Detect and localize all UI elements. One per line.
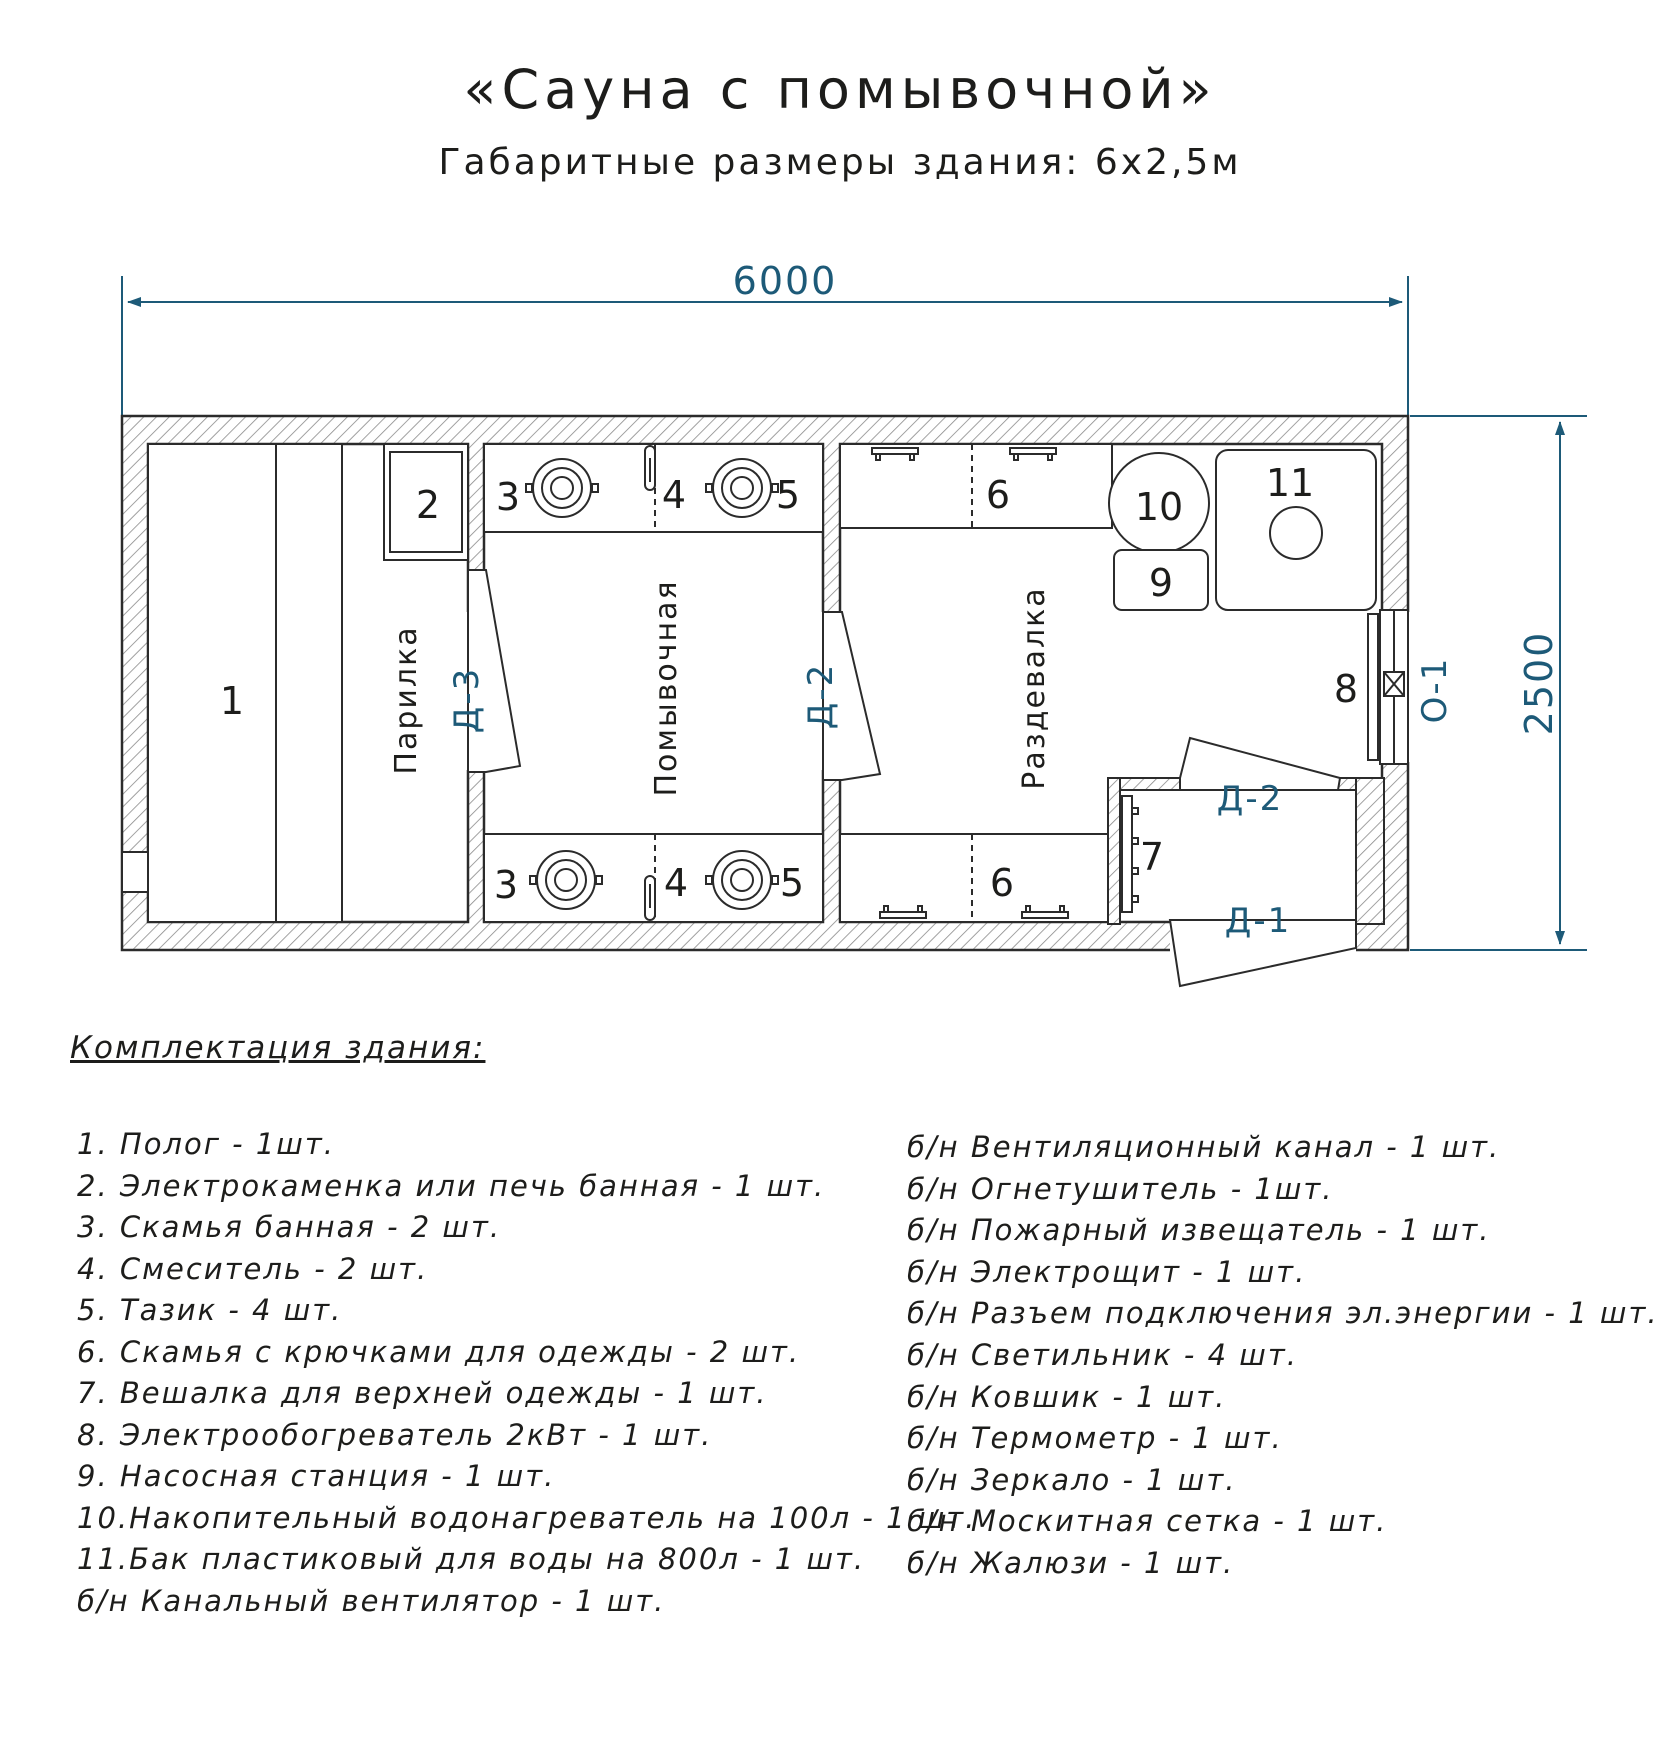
item-number: 11 xyxy=(1265,461,1315,505)
equipment-list-right xyxy=(907,1127,1659,1585)
page-subtitle: Габаритные размеры здания: 6х2,5м xyxy=(438,142,1242,183)
item-number: 3 xyxy=(495,475,521,519)
bench-with-hooks-bottom xyxy=(840,834,1108,922)
mixer-icon xyxy=(645,446,655,490)
ventilation-vent xyxy=(122,852,148,892)
dimension-width-label: 2500 xyxy=(1517,630,1561,736)
equipment-heading: Комплектация здания: xyxy=(70,1030,486,1066)
coat-rack xyxy=(1122,796,1138,912)
list-item: б/н Электрощит - 1 шт. xyxy=(907,1254,1307,1289)
list-item: 3. Скамья банная - 2 шт. xyxy=(77,1210,502,1244)
bench-with-hooks-top xyxy=(840,444,1112,528)
list-item: б/н Канальный вентилятор - 1 шт. xyxy=(77,1583,666,1618)
door-label-d3: Д-3 xyxy=(447,666,487,734)
item-number: 4 xyxy=(663,861,689,905)
item-number: 5 xyxy=(779,861,805,905)
list-item: 6. Скамья с крючками для одежды - 2 шт. xyxy=(77,1334,801,1369)
list-item: б/н Зеркало - 1 шт. xyxy=(907,1462,1237,1497)
item-number: 10 xyxy=(1134,485,1184,529)
list-item: 2. Электрокаменка или печь банная - 1 шт. xyxy=(77,1168,826,1203)
steam-bench-1 xyxy=(148,444,342,922)
item-number: 7 xyxy=(1139,835,1165,879)
item-number: 8 xyxy=(1333,667,1359,711)
door-label-d2-inner: Д-2 xyxy=(801,662,841,730)
list-item: 11.Бак пластиковый для воды на 800л - 1 шт. xyxy=(77,1542,866,1576)
list-item: б/н Термометр - 1 шт. xyxy=(907,1421,1283,1456)
item-number: 9 xyxy=(1148,561,1174,605)
electric-heater xyxy=(1368,614,1378,760)
door-label-d1: Д-1 xyxy=(1224,901,1292,941)
room-name-wash: Помывочная xyxy=(649,579,684,797)
window xyxy=(1380,610,1408,764)
list-item: 1. Полог - 1шт. xyxy=(77,1127,335,1161)
mixer-icon xyxy=(645,876,655,920)
item-number: 5 xyxy=(775,473,801,517)
list-item: 4. Смеситель - 2 шт. xyxy=(77,1251,429,1286)
item-number: 6 xyxy=(989,861,1015,905)
list-item: 10.Накопительный водонагреватель на 100л - 1 шт. xyxy=(77,1500,977,1535)
item-number: 3 xyxy=(493,863,519,907)
item-number: 1 xyxy=(219,679,245,723)
list-item: 8. Электрообогреватель 2кВт - 1 шт. xyxy=(77,1417,713,1452)
list-item: б/н Огнетушитель - 1шт. xyxy=(907,1171,1334,1206)
list-item: б/н Светильник - 4 шт. xyxy=(907,1337,1298,1372)
dimension-length-label: 6000 xyxy=(732,259,838,303)
list-item: б/н Ковшик - 1 шт. xyxy=(907,1379,1227,1414)
list-item: 9. Насосная станция - 1 шт. xyxy=(77,1459,556,1493)
item-number: 4 xyxy=(661,473,687,517)
window-label: О-1 xyxy=(1415,656,1455,724)
door-label-d2-entry: Д-2 xyxy=(1216,779,1284,819)
room-name-steam: Парилка xyxy=(389,625,424,775)
equipment-list-left xyxy=(77,1124,976,1622)
list-item: 7. Вешалка для верхней одежды - 1 шт. xyxy=(77,1376,768,1410)
item-number: 2 xyxy=(415,483,441,527)
room-name-dressing: Раздевалка xyxy=(1017,586,1052,790)
list-item: 5. Тазик - 4 шт. xyxy=(77,1293,343,1327)
page-title: «Сауна с помывочной» xyxy=(463,58,1217,121)
list-item: б/н Москитная сетка - 1 шт. xyxy=(907,1504,1388,1539)
item-number: 6 xyxy=(985,473,1011,517)
list-item: б/н Жалюзи - 1 шт. xyxy=(907,1545,1235,1580)
list-item: б/н Вентиляционный канал - 1 шт. xyxy=(907,1130,1501,1164)
list-item: б/н Разъем подключения эл.энергии - 1 шт. xyxy=(907,1296,1659,1331)
list-item: б/н Пожарный извещатель - 1 шт. xyxy=(907,1213,1491,1248)
